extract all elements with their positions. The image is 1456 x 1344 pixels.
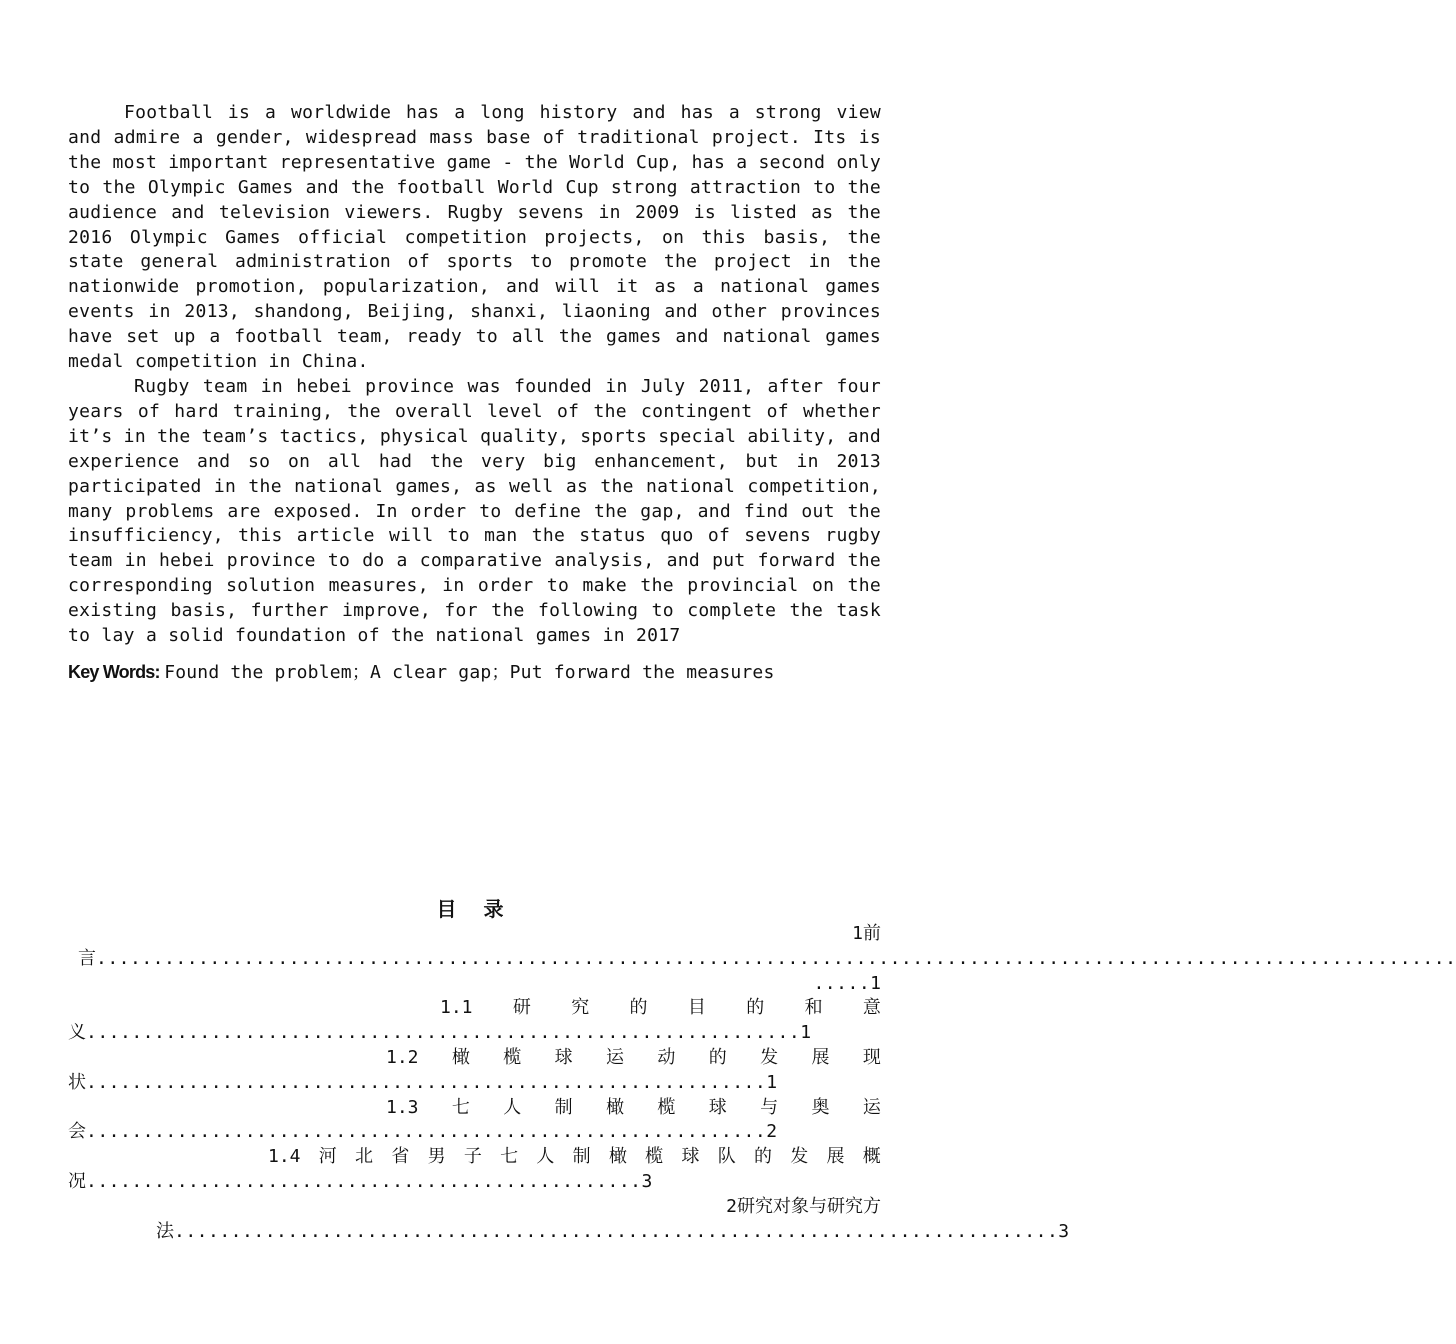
abstract-paragraph-2: Rugby team in hebei province was founded in July 2011, after four years of hard training, the overall level of the contingent of whether it’s in the team’s tactics, physical quality, sports special ability, and experience and so on all had the very big enhancement, but in 2013 participated in the national games, as well as the national competition, many problems are exposed. In order to define the gap, and find out the insufficiency, this article will to man the status quo of sevens rugby team in hebei province to do a comparative analysis, and put forward the corresponding solution measures, in order to make the provincial on the existing basis, further improve, for the following to complete the task to lay a solid foundation of the national games in 2017 [68,375,881,647]
toc-entry-leader: ............................................................ [86,1071,767,1093]
toc-entry-leader: .............................................................................. [174,1220,1059,1242]
toc-entry-leader: ............................................................... [86,1022,801,1044]
abstract-body [68,101,881,649]
toc-entry-page: 1 [766,1071,778,1093]
toc-entry-page: 1 [870,972,881,994]
keywords-line [68,660,775,685]
toc-entry-page: 1 [800,1022,812,1044]
toc-entry-page: 3 [1058,1220,1070,1242]
toc-entry-leader-line [68,1220,1070,1245]
toc-entry-number: 1.1 [440,997,473,1019]
toc-entry-head[interactable]: 1.2 橄 榄 球 运 动 的 发 展 现 [68,1046,881,1071]
toc-entry-page-line: .....1 [813,972,881,994]
toc-entry-page: 2 [766,1121,778,1143]
toc-entry-title-tail: 会 [68,1121,86,1143]
toc-entry-number: 1.4 [268,1146,301,1168]
toc-entry-leader-line [68,947,1456,972]
toc-entry-leader: ................................................. [86,1170,642,1192]
abstract-paragraph-1: Football is a worldwide has a long history and has a strong view and admire a gender, widespread mass base of traditional project. Its is the most important representative game - the World Cup, has a second only to the Olympic Games and the football World Cup strong attraction to the audience and television viewers. Rugby sevens in 2009 is listed as the 2016 Olympic Games official competition projects, on this basis, the state general administration of sports to promote the project in the nationwide promotion, popularization, and will it as a national games events in 2013, shandong, Beijing, shanxi, liaoning and other provinces have set up a football team, ready to all the games and national games medal competition in China. [68,102,881,373]
toc-entry-leader: ........................................................................................................................ [96,947,1456,969]
toc-entry-number: 2 [726,1195,737,1217]
toc-entry-leader-line [68,1071,881,1096]
toc-entry-leader-line [68,1170,881,1195]
toc-entry-page: 3 [641,1170,653,1192]
toc-entry-head[interactable] [68,1195,881,1220]
toc-title: 目 录 [436,897,514,921]
toc-entry-leader-line [68,1120,881,1145]
toc-entry-leader: ............................................................ [86,1121,767,1143]
toc-entry-head[interactable]: 1.4 河 北 省 男 子 七 人 制 橄 榄 球 队 的 发 展 概 [68,1145,881,1170]
toc-entry-number: 1.3 [386,1096,419,1118]
toc-entry-title-tail: 况 [68,1170,86,1192]
toc-entry-title: 研究对象与研究方 [737,1195,881,1217]
keywords-label: Key Words: [68,662,160,682]
toc-entry-title-tail: 义 [68,1022,86,1044]
keywords-text: Found the problem；A clear gap；Put forward the measures [164,662,775,683]
toc-entry-leader-line [68,1021,881,1046]
toc-entry-title-tail: 言 [78,947,96,969]
toc-entry-head[interactable]: 1.1 研 究 的 目 的 和 意 [68,996,881,1021]
toc-entry-head[interactable]: 1.3 七 人 制 橄 榄 球 与 奥 运 [68,1096,881,1121]
toc-entry-title-tail: 法 [156,1220,174,1242]
toc-entry-title: 前 [863,923,881,944]
toc-entry-number: 1 [852,923,863,944]
toc-entry-head[interactable] [68,922,881,947]
toc-entry-title-tail: 状 [68,1071,86,1093]
toc-entry-number: 1.2 [386,1046,419,1068]
table-of-contents [68,922,1456,1244]
